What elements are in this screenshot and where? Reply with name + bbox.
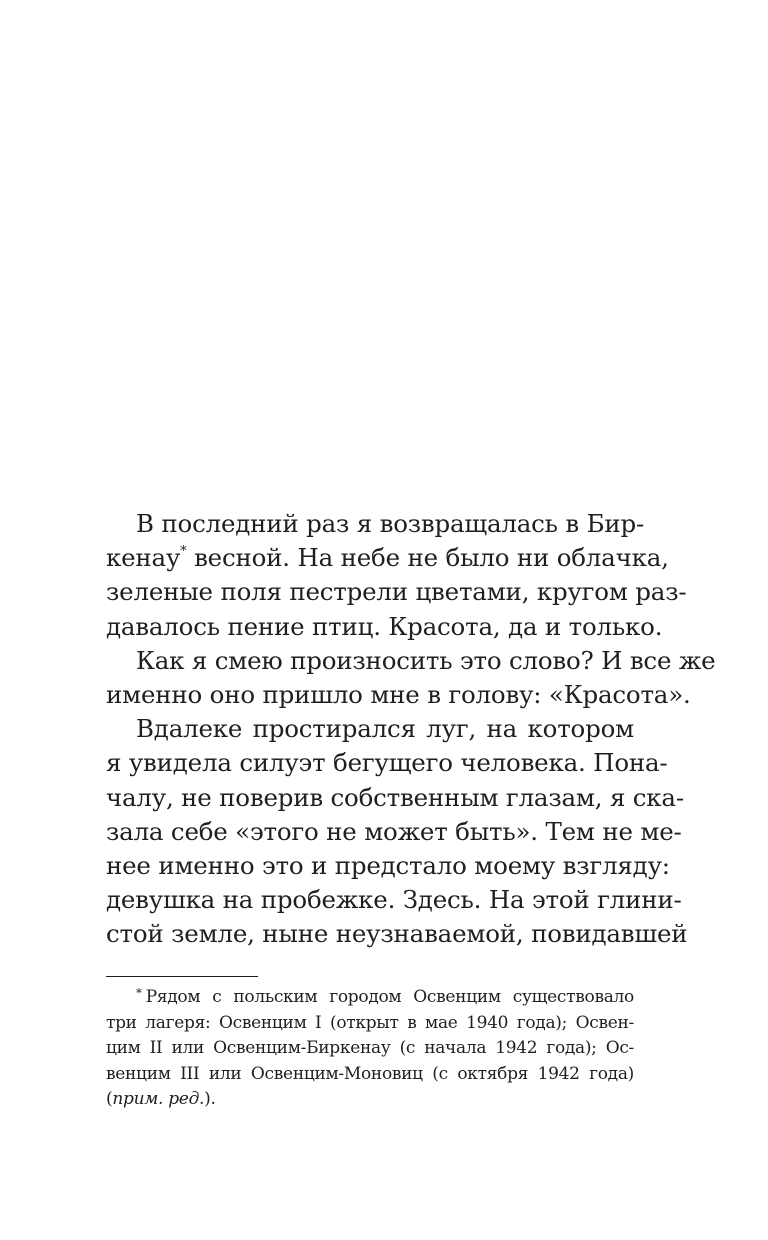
footnote-marker[interactable]: * bbox=[180, 544, 187, 560]
text-line: Как я смею произносить это слово? И все же bbox=[136, 645, 716, 675]
footnote-line bbox=[106, 985, 634, 1011]
footnote-text: ). bbox=[204, 1089, 216, 1110]
footnote bbox=[106, 985, 634, 1113]
text-line: Вдалеке простирался луг, на котором bbox=[136, 714, 634, 744]
main-text bbox=[106, 507, 716, 951]
footnote-text: Рядом с польским городом Освенцим существовало bbox=[145, 987, 634, 1007]
text-line: я увидела силуэт бегущего человека. Пона- bbox=[106, 748, 668, 778]
text-line: зеленые поля пестрели цветами, кругом раз- bbox=[106, 577, 687, 607]
footnote-line bbox=[106, 1087, 634, 1113]
text-line: именно оно пришло мне в голову: «Красота». bbox=[106, 679, 691, 709]
footnote-line: три лагеря: Освенцим I (открыт в мае 1940 года); Освен- bbox=[106, 1012, 634, 1033]
footnote-star: * bbox=[136, 986, 142, 1000]
footnote-line: венцим III или Освенцим-Моновиц (с октября 1942 года) bbox=[106, 1063, 634, 1084]
text-line: нее именно это и предстало моему взгляду: bbox=[106, 850, 670, 880]
footnote-line: цим II или Освенцим-Биркенау (с начала 1942 года); Ос- bbox=[106, 1038, 634, 1059]
text-line: стой земле, ныне неузнаваемой, повидавшей bbox=[106, 919, 688, 949]
footnote-divider bbox=[106, 976, 258, 977]
text-line: давалось пение птиц. Красота, да и только. bbox=[106, 611, 663, 641]
text-line: девушка на пробежке. Здесь. На этой глини- bbox=[106, 885, 682, 915]
text-line bbox=[106, 541, 669, 575]
text-line: зала себе «этого не может быть». Тем не ме- bbox=[106, 816, 682, 846]
text-fragment: весной. На небе не было ни облачка, bbox=[186, 543, 669, 573]
text-fragment: кенау bbox=[106, 543, 181, 573]
footnote-text: ( bbox=[106, 1089, 113, 1110]
text-line: чалу, не поверив собственным глазам, я ска- bbox=[106, 782, 684, 812]
editor-note: прим. ред. bbox=[112, 1089, 205, 1110]
text-line: В последний раз я возвращалась в Бир- bbox=[136, 509, 645, 538]
